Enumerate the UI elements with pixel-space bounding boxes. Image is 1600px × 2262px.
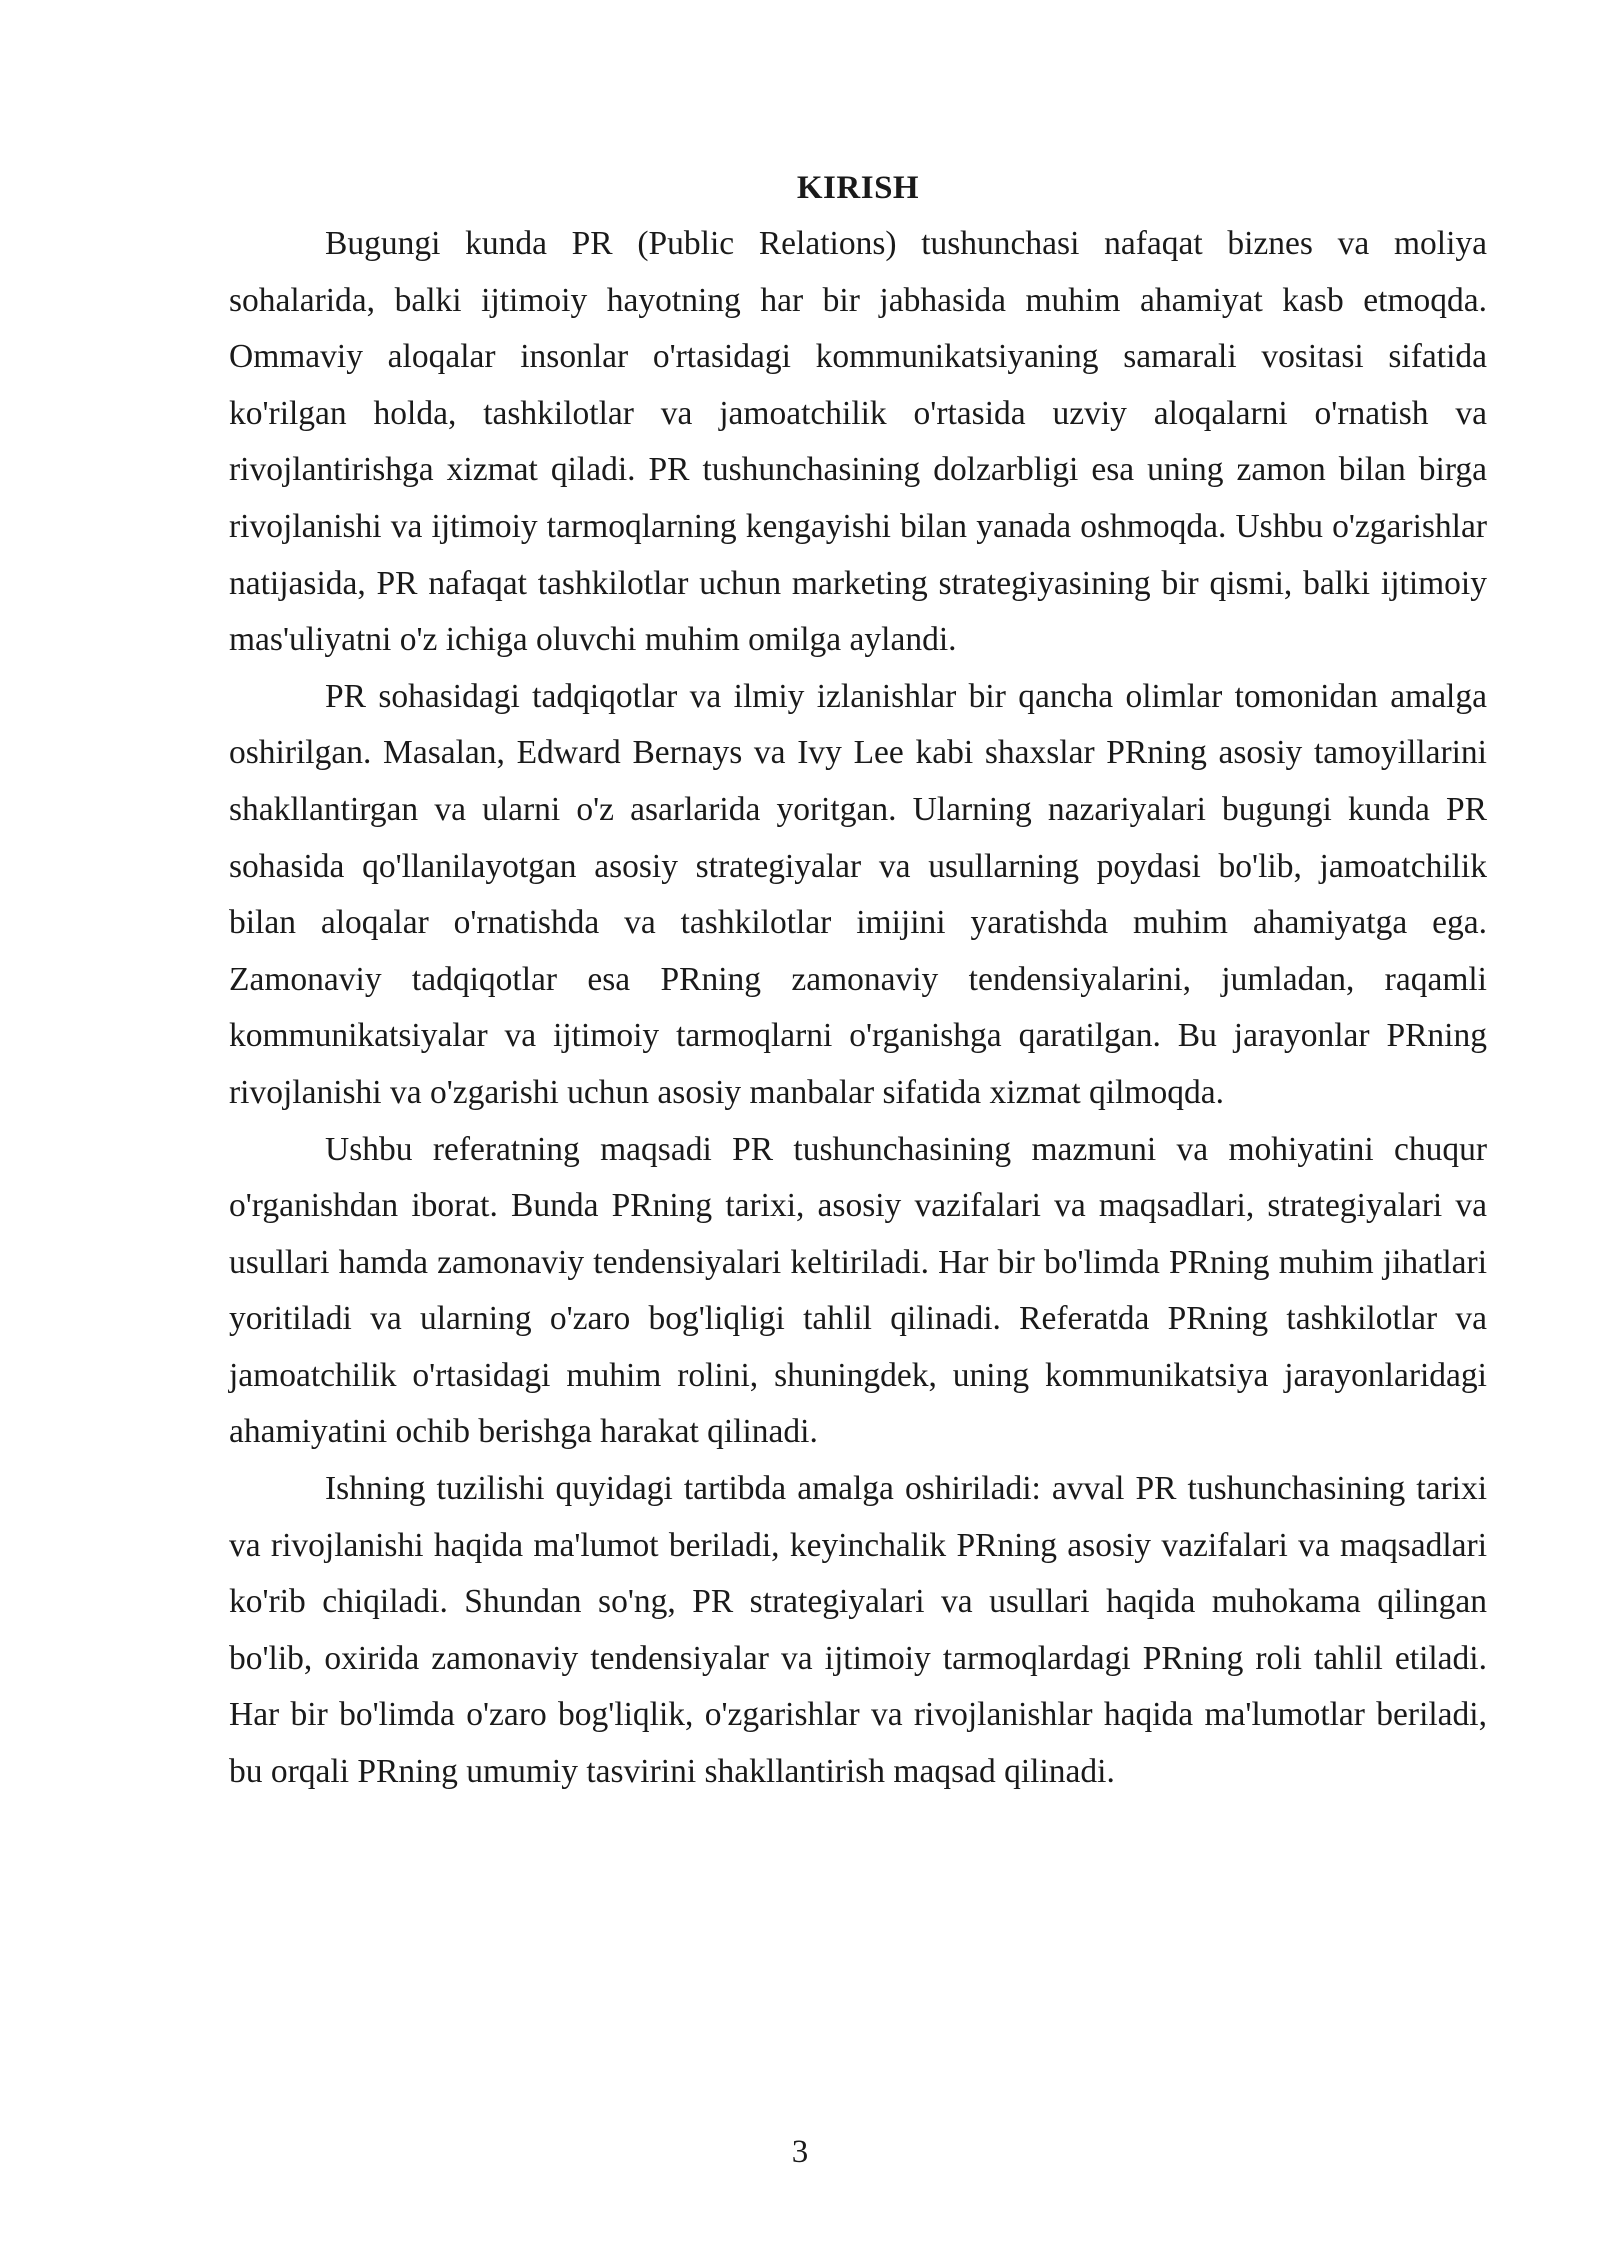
page-content bbox=[229, 160, 1487, 1801]
paragraph-4: Ishning tuzilishi quyidagi tartibda amalga oshiriladi: avval PR tushunchasining tarixi va rivojlanishi haqida ma'lumot beriladi, keyinchalik PRning asosiy vazifalari va maqsadlari ko'rib chiqiladi. Shundan so'ng, PR strategiyalari va usullari haqida muhokama qilingan bo'lib, oxirida zamonaviy tendensiyalar va ijtimoiy tarmoqlardagi PRning roli tahlil etiladi. Har bir bo'limda o'zaro bog'liqlik, o'zgarishlar va rivojlanishlar haqida ma'lumotlar beriladi, bu orqali PRning umumiy tasvirini shakllantirish maqsad qilinadi. bbox=[229, 1470, 1487, 1791]
page-number: 3 bbox=[791, 2134, 809, 2170]
page-title: KIRISH bbox=[796, 170, 920, 206]
paragraph-2: PR sohasidagi tadqiqotlar va ilmiy izlanishlar bir qancha olimlar tomonidan amalga oshirilgan. Masalan, Edward Bernays va Ivy Lee kabi shaxslar PRning asosiy tamoyillarini shakllantirgan va ularni o'z asarlarida yoritgan. Ularning nazariyalari bugungi kunda PR sohasida qo'llanilayotgan asosiy strategiyalar va usullarning poydasi bo'lib, jamoatchilik bilan aloqalar o'rnatishda va tashkilotlar imijini yaratishda muhim ahamiyatga ega. Zamonaviy tadqiqotlar esa PRning zamonaviy tendensiyalarini, jumladan, raqamli kommunikatsiyalar va ijtimoiy tarmoqlarni o'rganishga qaratilgan. Bu jarayonlar PRning rivojlanishi va o'zgarishi uchun asosiy manbalar sifatida xizmat qilmoqda. bbox=[229, 677, 1487, 1111]
paragraph-3: Ushbu referatning maqsadi PR tushunchasining mazmuni va mohiyatini chuqur o'rganishdan iborat. Bunda PRning tarixi, asosiy vazifalari va maqsadlari, strategiyalari va usullari hamda zamonaviy tendensiyalari keltiriladi. Har bir bo'limda PRning muhim jihatlari yoritiladi va ularning o'zaro bog'liqligi tahlil qilinadi. Referatda PRning tashkilotlar va jamoatchilik o'rtasidagi muhim rolini, shuningdek, uning kommunikatsiya jarayonlaridagi ahamiyatini ochib berishga harakat qilinadi. bbox=[229, 1130, 1487, 1451]
paragraph-1: Bugungi kunda PR (Public Relations) tushunchasi nafaqat biznes va moliya sohalarida, balki ijtimoiy hayotning har bir jabhasida muhim ahamiyat kasb etmoqda. Ommaviy aloqalar insonlar o'rtasidagi kommunikatsiyaning samarali vositasi sifatida ko'rilgan holda, tashkilotlar va jamoatchilik o'rtasida uzviy aloqalarni o'rnatish va rivojlantirishga xizmat qiladi. PR tushunchasining dolzarbligi esa uning zamon bilan birga rivojlanishi va ijtimoiy tarmoqlarning kengayishi bilan yanada oshmoqda. Ushbu o'zgarishlar natijasida, PR nafaqat tashkilotlar uchun marketing strategiyasining bir qismi, balki ijtimoiy mas'uliyatni o'z ichiga oluvchi muhim omilga aylandi. bbox=[229, 225, 1487, 659]
